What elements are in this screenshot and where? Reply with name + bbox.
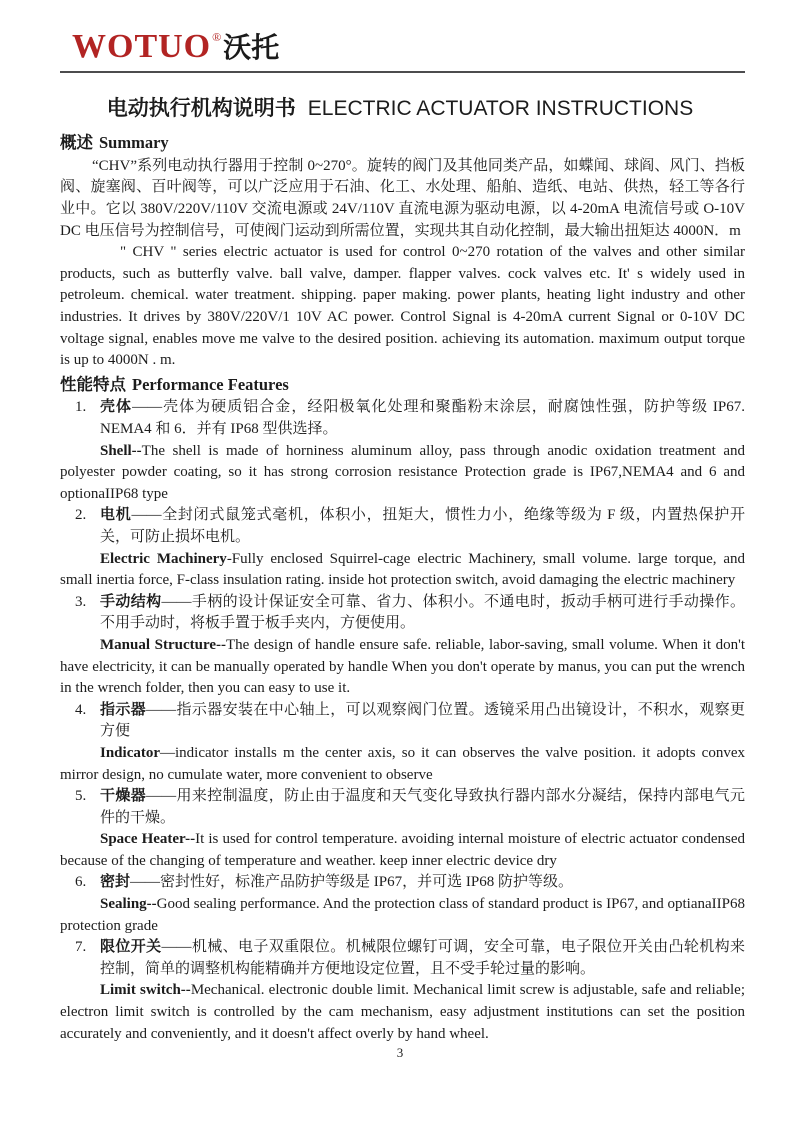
- feature-en-text: Good sealing performance. And the protection class of standard product is IP67, and optianaIIP68 protection grade: [60, 896, 745, 934]
- feature-number: 7.: [75, 939, 87, 956]
- summary-paragraph-en: " CHV " series electric actuator is used for control 0~270 rotation of the valves and other similar products, such as butterfly valve. ball valve, damper. flapper valves. cock valves etc. It' s widely used in petroleum. chemical. water treatment. shipping. paper making. power plants, heating light industry and other industries. It drives by 380V/220V/1 10V AC power. Control Signal is 4-20mA current Signal or 0-10V DC voltage signal, enables move me valve to the desired position. achieving its automation. maximum output torque is up to 4000N . m.: [60, 244, 745, 369]
- feature-number: 5.: [75, 788, 87, 805]
- feature-en-text: —indicator installs m the center axis, so it can observes the valve position. it adopts convex mirror design, no cumulate water, more convenient to observe: [60, 744, 745, 783]
- feature-cn-text: ——密封性好，标准产品防护等级是 IP67，并可选 IP68 防护等级。: [130, 874, 573, 891]
- feature-en-lead: Space Heater--: [100, 831, 196, 848]
- header-divider: [60, 71, 745, 73]
- feature-cn-lead: 密封: [100, 874, 131, 891]
- feature-en-text: Mechanical. electronic double limit. Mechanical limit screw is adjustable, safe and reliable; electron limit switch is controlled by the cam mechanism, easy adjustment institutions can set the position accurately and conveniently, and it doesn't affect overly by hand wheel.: [60, 982, 746, 1042]
- feature-item-space-heater: [60, 786, 745, 872]
- feature-en-lead: Shell--: [100, 442, 142, 459]
- feature-en-paragraph: [60, 980, 745, 1045]
- feature-en-text: The shell is made of horniness aluminum alloy, pass through anodic oxidation treatment and polyester powder coating, so it has strong corrosion resistance Protection grade is IP67,NEMA4 and 6 and optionaIIP68 type: [60, 442, 745, 502]
- feature-en-paragraph: [60, 635, 745, 700]
- feature-cn-paragraph: [60, 937, 745, 980]
- feature-cn-text: ——指示器安装在中心轴上，可以观察阀门位置。透镜采用凸出镜设计，不积水，观察更方便: [100, 701, 745, 740]
- document-title-cn: 电动执行机构说明书: [106, 96, 296, 120]
- feature-number: 4.: [75, 701, 87, 718]
- feature-number: 2.: [75, 507, 87, 524]
- feature-en-lead: Electric Machinery: [100, 550, 227, 567]
- feature-en-lead: Manual Structure--: [100, 636, 226, 653]
- feature-cn-text: ——手柄的设计保证安全可靠、省力、体积小。不通电时，扳动手柄可进行手动操作。不用手动时，将板手置于板手夹内，方便使用。: [100, 593, 745, 632]
- feature-number: 3.: [75, 593, 87, 610]
- feature-en-paragraph: [60, 743, 745, 786]
- feature-en-lead: Indicator: [100, 744, 160, 761]
- feature-cn-paragraph: [60, 505, 745, 548]
- summary-heading-cn: 概述: [60, 133, 93, 153]
- page-header: [0, 0, 800, 66]
- document-body: [60, 132, 745, 1045]
- feature-number: 6.: [75, 874, 87, 891]
- feature-item-shell: [60, 397, 745, 505]
- feature-cn-paragraph: [60, 592, 745, 635]
- summary-heading-en: Summary: [99, 133, 169, 153]
- document-title-en: ELECTRIC ACTUATOR INSTRUCTIONS: [307, 97, 694, 120]
- summary-paragraph-cn: “CHV”系列电动执行器用于控制 0~270°。旋转的阀门及其他同类产品，如蝶闻、球阎、风门、挡板阀、旋塞阀、百叶阀等，可以广泛应用于石油、化工、水处理、船舶、造纸、电站、供热，轻工等各行业中。它以 380V/220V/110V 交流电源或 24V/110V 直流电源为驱动电源，以 4-20mA 电流信号或 O-10V DC 电压信号为控制信号，可使阀门运动到所需位置，实现共其自动化控制，最大输出扭矩达 4000N．m: [60, 157, 745, 239]
- feature-cn-lead: 指示器: [100, 701, 147, 718]
- feature-en-lead: Sealing--: [100, 896, 157, 913]
- feature-cn-text: ——机械、电子双重限位。机械限位螺钉可调，安全可靠，电子限位开关由凸轮机构来控制，简单的调整机构能精确并方便地设定位置，且不受手轮过量的影响。: [100, 939, 745, 977]
- feature-cn-lead: 电机: [100, 507, 132, 524]
- feature-en-paragraph: [60, 829, 745, 872]
- feature-item-sealing: [60, 872, 745, 937]
- feature-en-paragraph: [60, 549, 745, 592]
- feature-cn-lead: 干燥器: [100, 788, 147, 805]
- feature-cn-text: ——用来控制温度，防止由于温度和天气变化导致执行器内部水分凝结，保持内部电气元件的干燥。: [100, 788, 745, 826]
- feature-number: 1.: [75, 399, 87, 416]
- feature-en-text: It is used for control temperature. avoiding internal moisture of electric actuator condensed because of the changing of temperature and weather. keep inner electric device dry: [60, 831, 745, 869]
- brand-logo-text: WOTUO: [72, 28, 212, 65]
- feature-cn-paragraph: [60, 397, 745, 440]
- feature-item-limit-switch: [60, 937, 745, 1045]
- features-heading: [60, 374, 745, 396]
- brand-logo-chinese: 沃托: [223, 32, 280, 63]
- registered-trademark-icon: ®: [212, 30, 222, 44]
- feature-cn-lead: 手动结构: [100, 593, 162, 610]
- feature-cn-text: ——壳体为硬质铝合金，经阳极氧化处理和聚酯粉末涂层，耐腐蚀性强，防护等级 IP67. NEMA4 和 6．并有 IP68 型供选择。: [100, 399, 745, 438]
- feature-en-paragraph: [60, 441, 745, 506]
- feature-cn-text: ——全封闭式鼠笼式毫机，体积小，扭矩大，惯性力小，绝缘等级为 F 级，内置热保护开关，可防止损坏电机。: [100, 507, 745, 545]
- feature-en-text: -Fully enclosed Squirrel-cage electric Machinery, small volume. large torque, and small inertia force, F-class insulation rating. inside hot protection switch, avoid damaging the electric machinery: [60, 550, 746, 589]
- feature-en-paragraph: [60, 894, 745, 937]
- document-title: [0, 95, 800, 122]
- features-heading-en: Performance Features: [132, 374, 289, 394]
- feature-cn-lead: 限位开关: [100, 939, 162, 956]
- features-heading-cn: 性能特点: [60, 374, 126, 394]
- feature-cn-paragraph: [60, 872, 745, 894]
- feature-cn-lead: 壳体: [100, 399, 133, 416]
- feature-cn-paragraph: [60, 786, 745, 829]
- feature-item-manual-structure: [60, 592, 745, 700]
- page-number: 3: [396, 1045, 404, 1060]
- feature-cn-paragraph: [60, 700, 745, 743]
- feature-en-text: The design of handle ensure safe. reliable, labor-saving, small volume. When it don't have electricity, it can be manually operated by handle When you don't operate by manus, you can put the wrench in the wrench folder, then you can easy to use it.: [60, 636, 745, 697]
- summary-heading: [60, 132, 745, 154]
- feature-item-motor: [60, 505, 745, 591]
- feature-en-lead: Limit switch--: [100, 982, 191, 999]
- feature-item-indicator: [60, 700, 745, 786]
